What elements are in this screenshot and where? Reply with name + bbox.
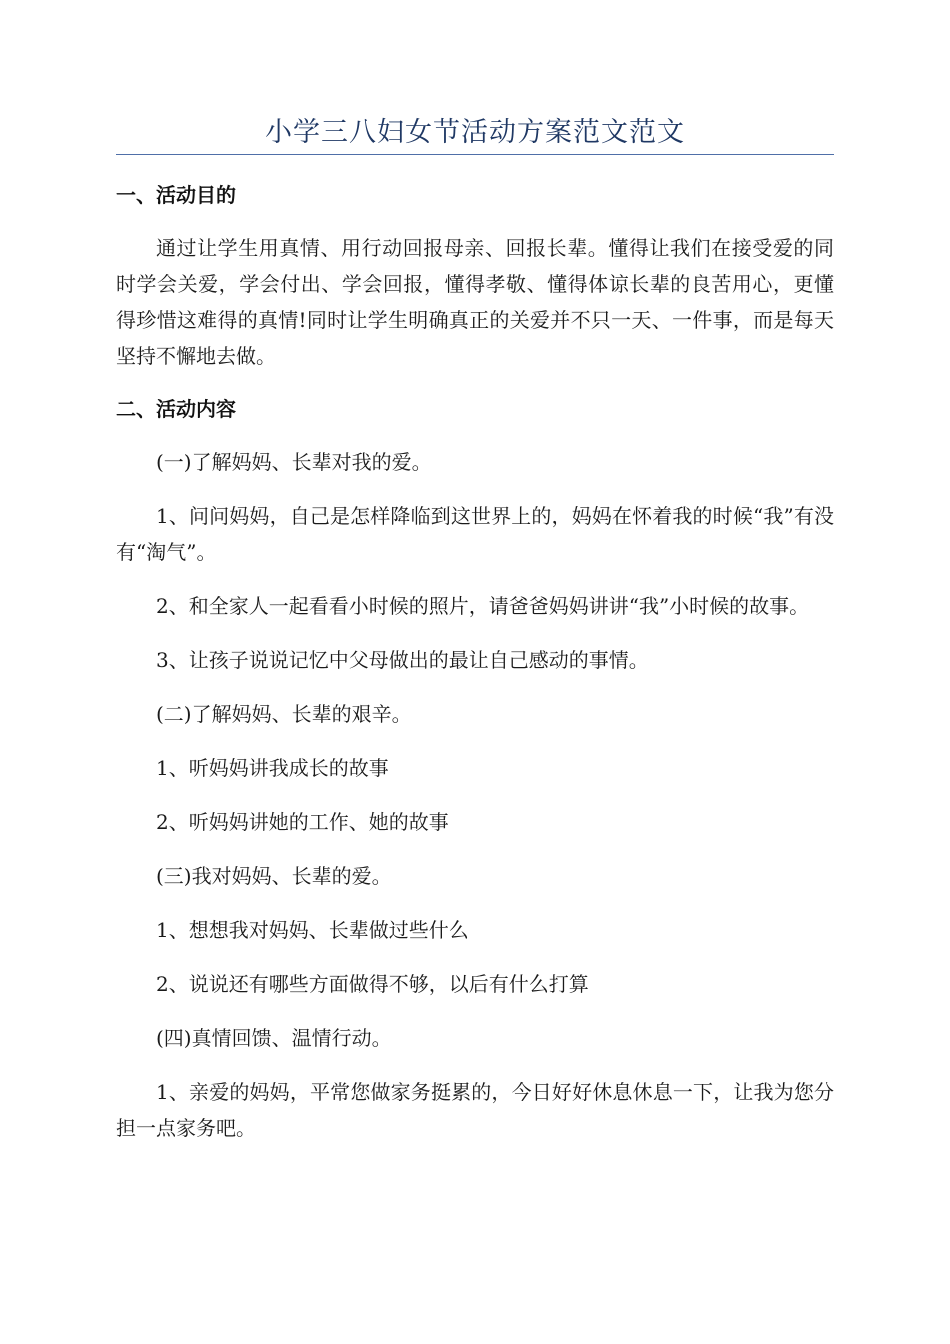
title-divider (116, 154, 834, 155)
section-purpose (116, 178, 834, 374)
list-item: 1、问问妈妈，自己是怎样降临到这世界上的，妈妈在怀着我的时候“我”有没有“淘气”。 (116, 504, 834, 564)
document-body (116, 178, 834, 1164)
section-content (116, 392, 834, 1146)
section-heading: 一、活动目的 (116, 183, 236, 207)
subsection-heading: (四)真情回馈、温情行动。 (156, 1026, 392, 1050)
list-item: 2、听妈妈讲她的工作、她的故事 (156, 810, 449, 834)
list-item: 3、让孩子说说记忆中父母做出的最让自己感动的事情。 (156, 648, 649, 672)
document-title: 小学三八妇女节活动方案范文范文 (265, 117, 685, 148)
section-heading: 二、活动内容 (116, 397, 236, 421)
subsection-heading: (二)了解妈妈、长辈的艰辛。 (156, 702, 412, 726)
list-item: 2、和全家人一起看看小时候的照片，请爸爸妈妈讲讲“我”小时候的故事。 (156, 594, 810, 618)
list-item: 2、说说还有哪些方面做得不够，以后有什么打算 (156, 972, 589, 996)
subsection-heading: (三)我对妈妈、长辈的爱。 (156, 864, 392, 888)
list-item: 1、亲爱的妈妈，平常您做家务挺累的，今日好好休息休息一下，让我为您分担一点家务吧。 (116, 1080, 834, 1140)
subsection-heading: (一)了解妈妈、长辈对我的爱。 (156, 450, 432, 474)
list-item: 1、听妈妈讲我成长的故事 (156, 756, 389, 780)
paragraph: 通过让学生用真情、用行动回报母亲、回报长辈。懂得让我们在接受爱的同时学会关爱，学会付出、学会回报，懂得孝敬、懂得体谅长辈的良苦用心，更懂得珍惜这难得的真情!同时让学生明确真正的关爱并不只一天、一件事，而是每天坚持不懈地去做。 (116, 236, 834, 368)
list-item: 1、想想我对妈妈、长辈做过些什么 (156, 918, 469, 942)
